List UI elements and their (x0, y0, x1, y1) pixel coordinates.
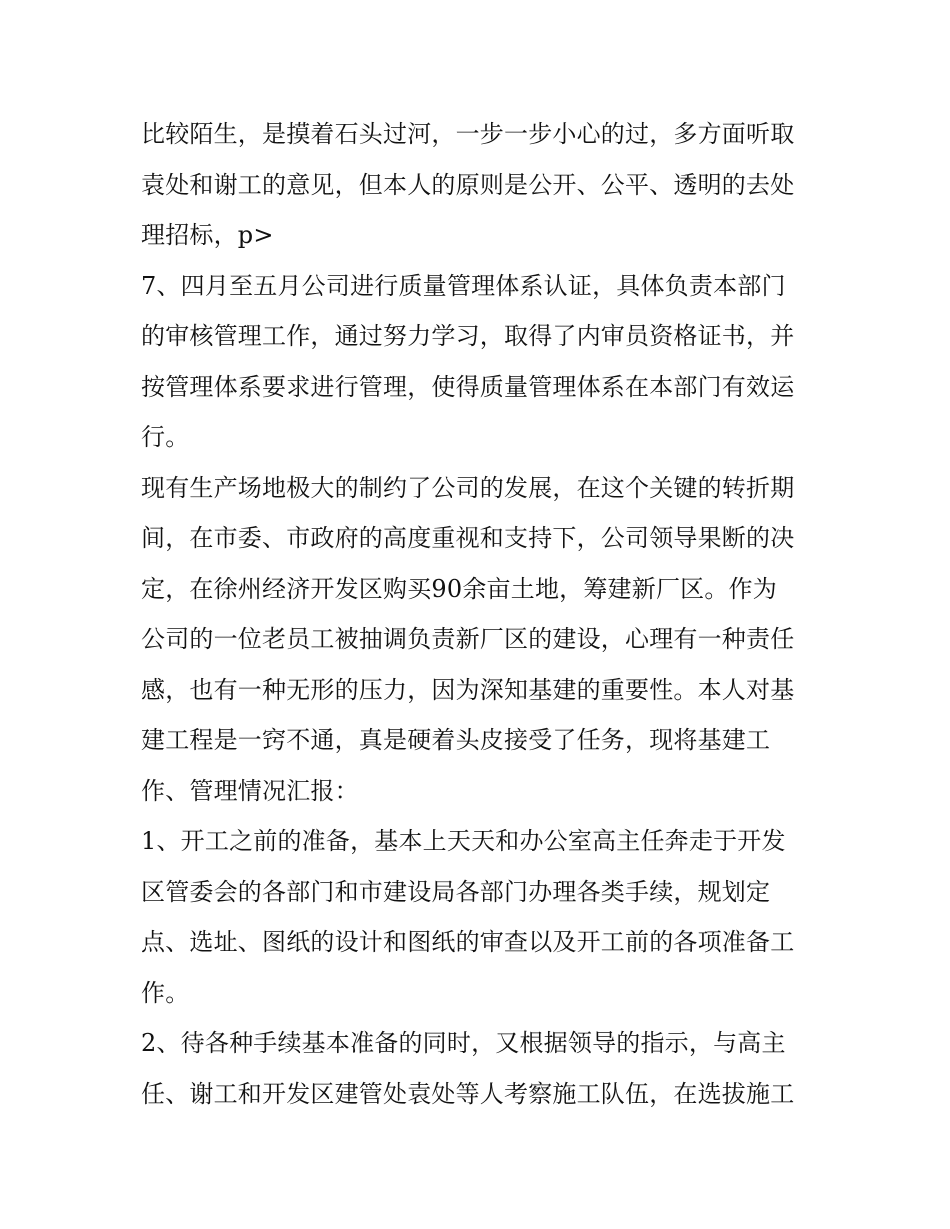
text-line: 作、管理情况汇报： (141, 776, 359, 805)
text-line: 定，在徐州经济开发区购买90余亩土地，筹建新厂区。作为 (141, 574, 777, 603)
text-line: 间，在市委、市政府的高度重视和支持下，公司领导果断的决 (141, 524, 795, 552)
text-line: 建工程是一窍不通，真是硬着头皮接受了任务，现将基建工 (141, 726, 771, 754)
text-line: 行。 (141, 423, 190, 451)
text-line: 1、开工之前的准备，基本上天天和办公室高主任奔走于开发 (141, 827, 786, 855)
text-line: 比较陌生，是摸着石头过河，一步一步小心的过，多方面听取 (141, 120, 795, 148)
text-line: 区管委会的各部门和市建设局各部门办理各类手续，规划定 (141, 877, 771, 906)
text-line: 的审核管理工作，通过努力学习，取得了内审员资格证书，并 (141, 322, 795, 350)
text-line: 感，也有一种无形的压力，因为深知基建的重要性。本人对基 (141, 675, 795, 704)
text-line: 2、待各种手续基本准备的同时，又根据领导的指示，与高主 (141, 1029, 786, 1057)
text-line: 点、选址、图纸的设计和图纸的审查以及开工前的各项准备工 (141, 928, 795, 956)
text-line: 现有生产场地极大的制约了公司的发展，在这个关键的转折期 (141, 473, 795, 502)
document-body (141, 109, 821, 1119)
text-line: 任、谢工和开发区建管处袁处等人考察施工队伍，在选拔施工 (141, 1079, 795, 1108)
text-line: 袁处和谢工的意见，但本人的原则是公开、公平、透明的去处 (141, 170, 795, 199)
text-line: 按管理体系要求进行管理，使得质量管理体系在本部门有效运 (141, 372, 795, 401)
text-line: 7、四月至五月公司进行质量管理体系认证，具体负责本部门 (141, 271, 786, 300)
text-line: 理招标，p> (141, 221, 274, 249)
text-line: 公司的一位老员工被抽调负责新厂区的建设，心理有一种责任 (141, 625, 795, 653)
text-line: 作。 (141, 978, 190, 1007)
